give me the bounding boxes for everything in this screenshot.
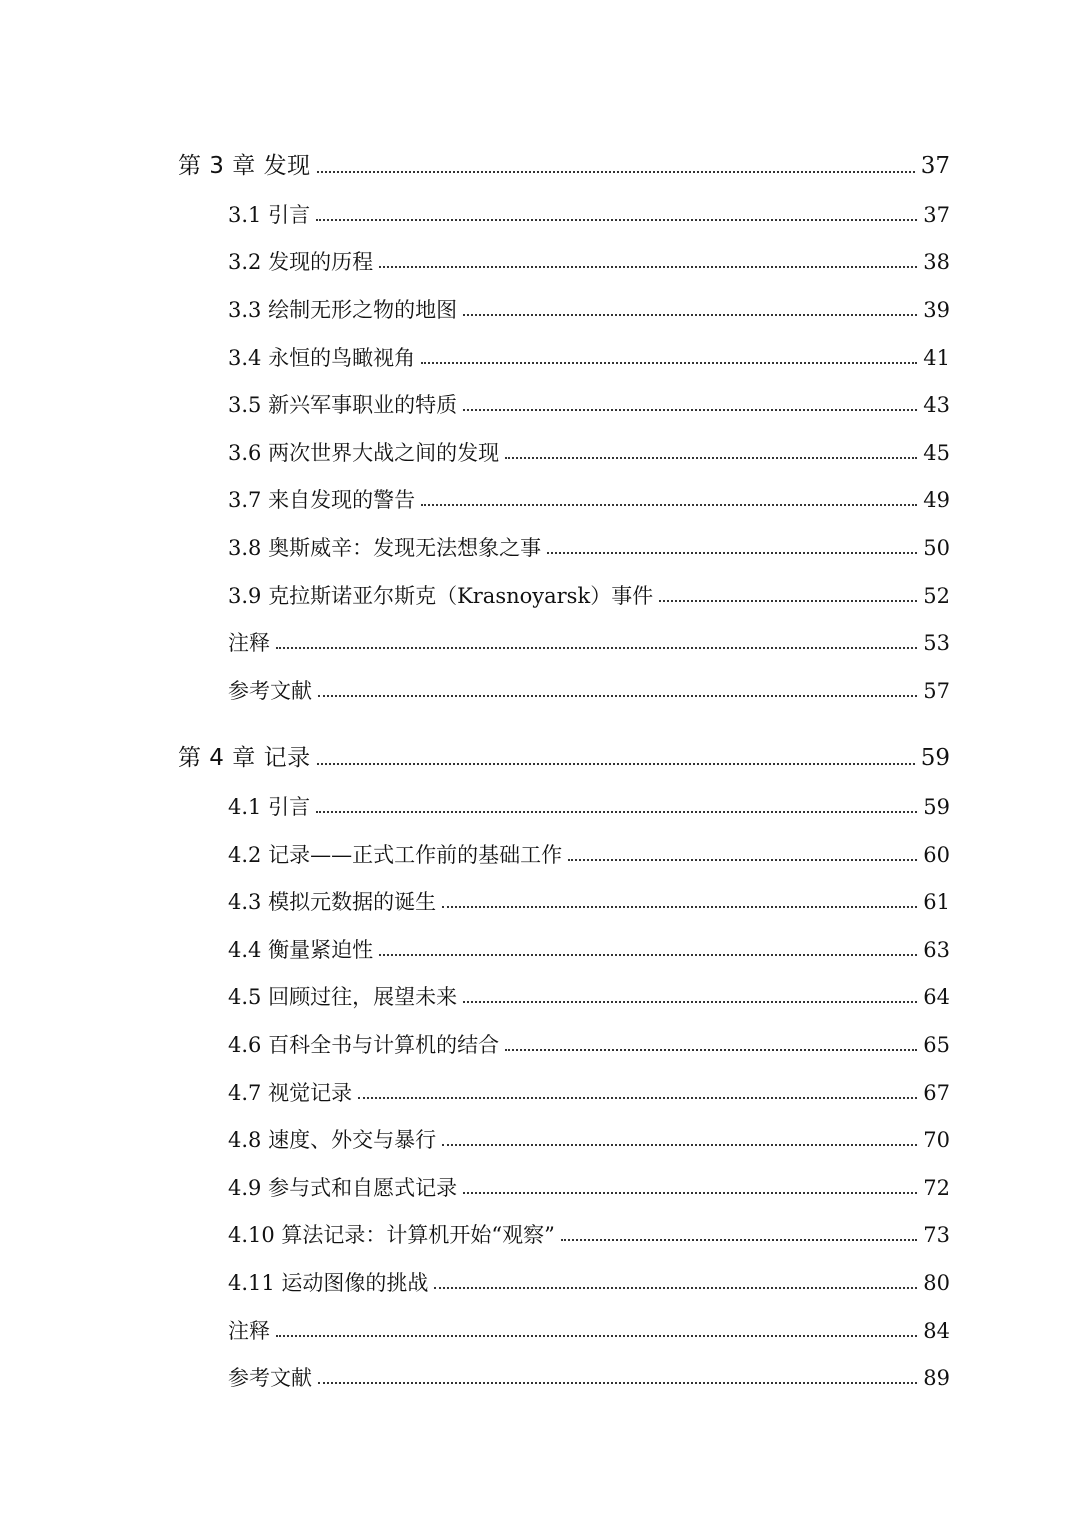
dot-leader xyxy=(316,219,917,221)
toc-chapter-entry[interactable] xyxy=(178,734,950,770)
dot-leader xyxy=(318,1382,917,1384)
dot-leader xyxy=(659,600,917,602)
toc-section-entry[interactable] xyxy=(228,333,950,369)
page-number: 49 xyxy=(923,488,950,512)
dot-leader xyxy=(442,906,917,908)
page-number: 84 xyxy=(923,1319,950,1343)
dot-leader xyxy=(276,647,917,649)
toc-section-entry[interactable] xyxy=(228,1258,950,1294)
dot-leader xyxy=(463,1192,917,1194)
dot-leader xyxy=(463,409,917,411)
section-title: 4.5 回顾过往，展望未来 xyxy=(228,985,458,1009)
section-title: 4.4 衡量紧迫性 xyxy=(228,938,374,962)
toc-section-entry[interactable] xyxy=(228,1115,950,1151)
toc-section-entry[interactable] xyxy=(228,1306,950,1342)
section-title: 4.10 算法记录：计算机开始“观察” xyxy=(228,1223,555,1247)
page-number: 72 xyxy=(923,1176,950,1200)
toc-section-entry[interactable] xyxy=(228,877,950,913)
page-number: 53 xyxy=(923,631,950,655)
dot-leader xyxy=(421,504,917,506)
page-number: 59 xyxy=(920,745,950,771)
dot-leader xyxy=(317,763,915,765)
page-number: 39 xyxy=(923,298,950,322)
toc-section-entry[interactable] xyxy=(228,1210,950,1246)
section-title: 注释 xyxy=(228,1319,270,1343)
toc-section-entry[interactable] xyxy=(228,666,950,702)
dot-leader xyxy=(379,954,917,956)
section-title: 3.2 发现的历程 xyxy=(228,250,374,274)
toc-section-entry[interactable] xyxy=(228,1353,950,1389)
dot-leader xyxy=(317,171,915,173)
section-title: 3.9 克拉斯诺亚尔斯克（Krasnoyarsk）事件 xyxy=(228,584,654,608)
toc-chapter-entry[interactable] xyxy=(178,142,950,178)
chapter-title: 第 4 章 记录 xyxy=(178,745,311,771)
dot-leader xyxy=(561,1239,917,1241)
dot-leader xyxy=(463,314,917,316)
dot-leader xyxy=(463,1001,917,1003)
dot-leader xyxy=(358,1097,917,1099)
dot-leader xyxy=(379,266,917,268)
dot-leader xyxy=(547,552,917,554)
section-title: 注释 xyxy=(228,631,270,655)
page-number: 65 xyxy=(923,1033,950,1057)
section-title: 4.2 记录——正式工作前的基础工作 xyxy=(228,843,563,867)
section-title: 4.1 引言 xyxy=(228,795,311,819)
page-number: 38 xyxy=(923,250,950,274)
dot-leader xyxy=(276,1335,917,1337)
toc-section-entry[interactable] xyxy=(228,782,950,818)
dot-leader xyxy=(568,859,917,861)
toc-section-entry[interactable] xyxy=(228,1163,950,1199)
page-number: 37 xyxy=(920,153,950,179)
page-number: 59 xyxy=(923,795,950,819)
page-number: 80 xyxy=(923,1271,950,1295)
toc-section-entry[interactable] xyxy=(228,1068,950,1104)
chapter-title: 第 3 章 发现 xyxy=(178,153,311,179)
toc-section-entry[interactable] xyxy=(228,380,950,416)
page-number: 60 xyxy=(923,843,950,867)
section-title: 3.3 绘制无形之物的地图 xyxy=(228,298,458,322)
page-number: 63 xyxy=(923,938,950,962)
dot-leader xyxy=(421,362,917,364)
page-number: 52 xyxy=(923,584,950,608)
section-title: 4.7 视觉记录 xyxy=(228,1081,353,1105)
page-number: 64 xyxy=(923,985,950,1009)
section-title: 4.9 参与式和自愿式记录 xyxy=(228,1176,458,1200)
page-number: 45 xyxy=(923,441,950,465)
page-number: 89 xyxy=(923,1366,950,1390)
page-number: 50 xyxy=(923,536,950,560)
section-title: 4.3 模拟元数据的诞生 xyxy=(228,890,437,914)
page-number: 37 xyxy=(923,203,950,227)
page-number: 57 xyxy=(923,679,950,703)
toc-section-entry[interactable] xyxy=(228,523,950,559)
toc-section-entry[interactable] xyxy=(228,925,950,961)
dot-leader xyxy=(434,1287,917,1289)
toc-section-entry[interactable] xyxy=(228,285,950,321)
section-title: 3.4 永恒的鸟瞰视角 xyxy=(228,346,416,370)
toc-section-entry[interactable] xyxy=(228,237,950,273)
dot-leader xyxy=(316,811,917,813)
section-title: 4.6 百科全书与计算机的结合 xyxy=(228,1033,500,1057)
page-number: 73 xyxy=(923,1223,950,1247)
page-number: 61 xyxy=(923,890,950,914)
page-number: 67 xyxy=(923,1081,950,1105)
toc-section-entry[interactable] xyxy=(228,1020,950,1056)
toc-section-entry[interactable] xyxy=(228,475,950,511)
page-number: 43 xyxy=(923,393,950,417)
toc-section-entry[interactable] xyxy=(228,972,950,1008)
section-title: 3.7 来自发现的警告 xyxy=(228,488,416,512)
section-title: 3.1 引言 xyxy=(228,203,311,227)
dot-leader xyxy=(505,457,917,459)
section-title: 参考文献 xyxy=(228,1366,312,1390)
toc-section-entry[interactable] xyxy=(228,428,950,464)
dot-leader xyxy=(505,1049,917,1051)
section-title: 4.11 运动图像的挑战 xyxy=(228,1271,429,1295)
section-title: 4.8 速度、外交与暴行 xyxy=(228,1128,437,1152)
page-number: 70 xyxy=(923,1128,950,1152)
dot-leader xyxy=(318,695,917,697)
section-title: 3.6 两次世界大战之间的发现 xyxy=(228,441,500,465)
section-title: 参考文献 xyxy=(228,679,312,703)
toc-section-entry[interactable] xyxy=(228,190,950,226)
page-number: 41 xyxy=(923,346,950,370)
dot-leader xyxy=(442,1144,917,1146)
toc-section-entry[interactable] xyxy=(228,618,950,654)
section-title: 3.8 奥斯威辛：发现无法想象之事 xyxy=(228,536,542,560)
toc-section-entry[interactable] xyxy=(228,571,950,607)
toc-section-entry[interactable] xyxy=(228,830,950,866)
section-title: 3.5 新兴军事职业的特质 xyxy=(228,393,458,417)
